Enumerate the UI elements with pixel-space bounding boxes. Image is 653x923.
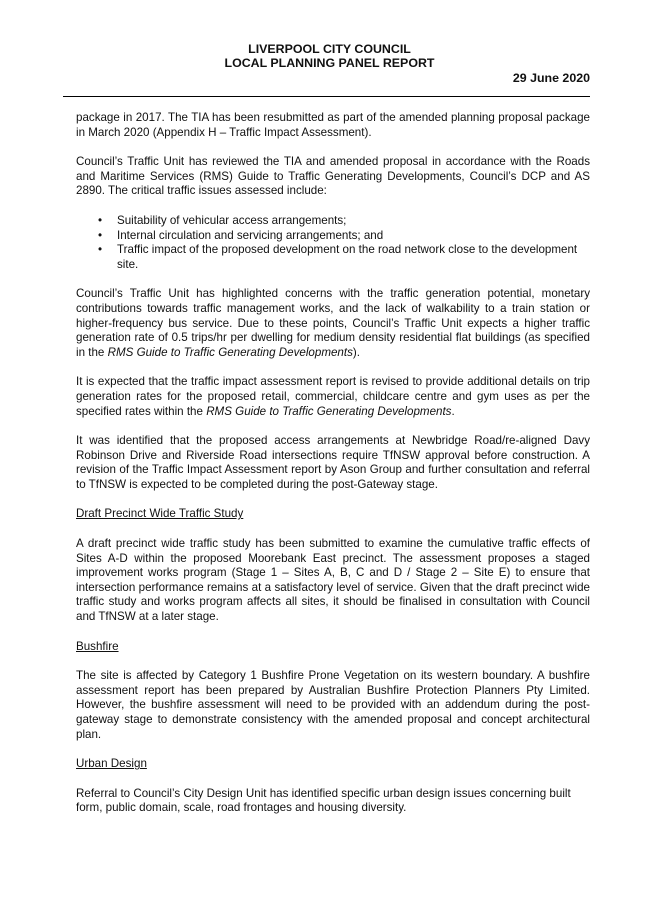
report-date: 29 June 2020 (512, 71, 590, 85)
paragraph-traffic-unit-review: Council’s Traffic Unit has reviewed the TIA and amended proposal in accordance with the Roads and Maritime Services (RMS) Guide to Traffic Generating Developments, Council’s DCP and AS 2890. The critical traffic issues assessed include: (76, 155, 590, 198)
council-name: LIVERPOOL CITY COUNCIL (248, 42, 411, 56)
heading-urban-design: Urban Design (76, 757, 147, 771)
bullet-marker: • (98, 213, 103, 227)
paragraph-trip-generation: It is expected that the traffic impact assessment report is revised to provide additional details on trip generation rates for the proposed retail, commercial, childcare centre and gym uses as per the specified rates within the RMS Guide to Traffic Generating Developments. (76, 375, 590, 418)
paragraph-access-arrangements: It was identified that the proposed access arrangements at Newbridge Road/re-aligned Davy Robinson Drive and Riverside Road intersections require TfNSW approval before construction. A revision of the Traffic Impact Assessment report by Ason Group and further consultation and referral to TfNSW is expected to be completed during the post-Gateway stage. (76, 434, 590, 491)
list-item: • Internal circulation and servicing arrangements; and (98, 228, 384, 242)
heading-bushfire: Bushfire (76, 639, 119, 653)
list-item: • Traffic impact of the proposed development on the road network close to the development site. (98, 243, 578, 271)
paragraph-precinct-traffic-study: A draft precinct wide traffic study has been submitted to examine the cumulative traffic effects of Sites A-D within the proposed Moorebank East precinct. The assessment proposes a staged improvement works program (Stage 1 – Sites A, B, C and D / Stage 2 – Site E) to ensure that intersection performance remains at a satisfactory level of service. Given that the draft precinct wide traffic study and works program affects all sites, it should be finalised in consultation with Council and TfNSW at a later stage. (76, 537, 590, 624)
heading-precinct-traffic-study: Draft Precinct Wide Traffic Study (76, 507, 244, 521)
paragraph-urban-design: Referral to Council’s City Design Unit has identified specific urban design issues concerning built form, public domain, scale, road frontages and housing diversity. (76, 786, 571, 815)
report-title: LOCAL PLANNING PANEL REPORT (224, 56, 435, 70)
report-body (76, 111, 590, 831)
paragraph-bushfire: The site is affected by Category 1 Bushfire Prone Vegetation on its western boundary. A bushfire assessment report has been prepared by Australian Bushfire Protection Planners Pty Limited. However, the bushfire assessment will need to be provided with an addendum during the post-gateway stage to demonstrate consistency with the amended proposal and concept architectural plan. (76, 669, 590, 741)
traffic-issues-list (76, 214, 590, 272)
bullet-marker: • (98, 228, 103, 242)
paragraph-traffic-concerns: Council’s Traffic Unit has highlighted concerns with the traffic generation potential, monetary contributions towards traffic management works, and the lack of walkability to a train station or higher-frequency bus service. Due to these points, Council’s Traffic Unit expects a higher traffic generation rate of 0.5 trips/hr per dwelling for medium density residential flat buildings (as specified in the RMS Guide to Traffic Generating Developments). (76, 287, 590, 359)
header-divider (63, 96, 590, 97)
paragraph-tia-resubmission: package in 2017. The TIA has been resubmitted as part of the amended planning proposal package in March 2020 (Appendix H – Traffic Impact Assessment). (76, 111, 590, 139)
list-item: • Suitability of vehicular access arrangements; (98, 213, 347, 227)
bullet-marker: • (98, 243, 103, 257)
